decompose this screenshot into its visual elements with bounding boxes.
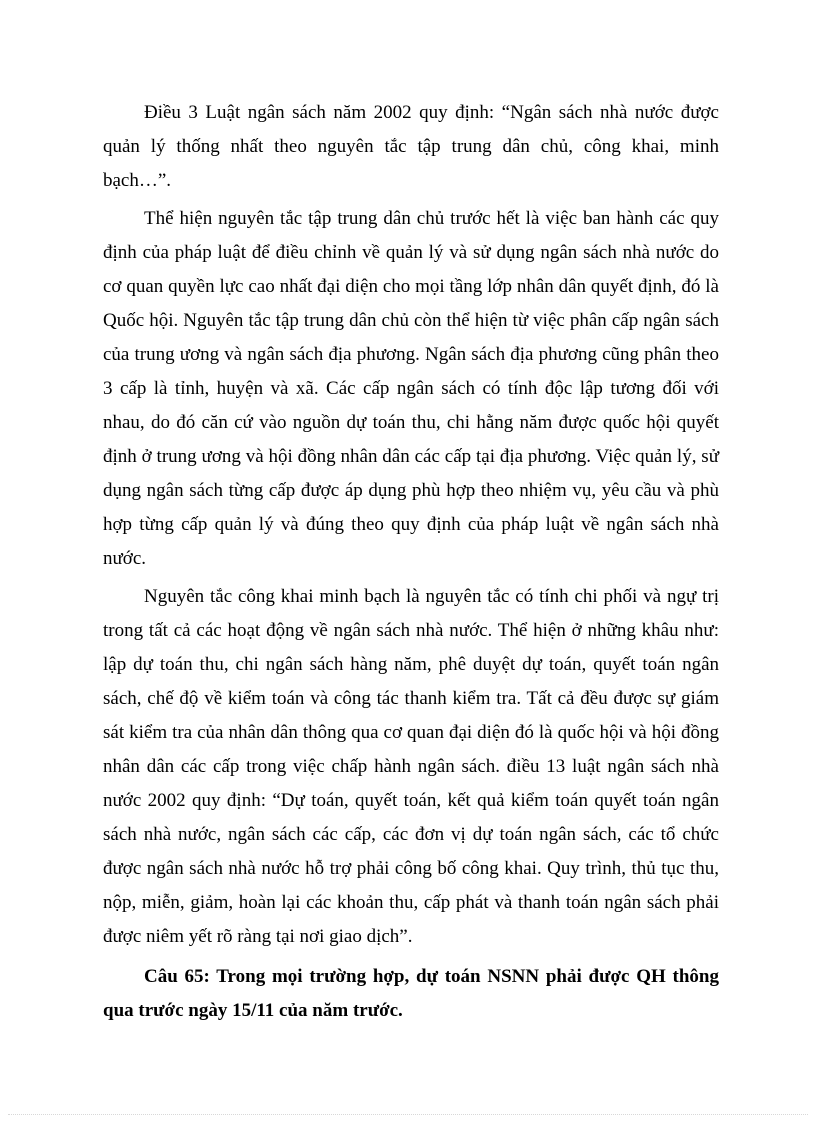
paragraph-article-3: Điều 3 Luật ngân sách năm 2002 quy định: “Ngân sách nhà nước được quản lý thống nhất theo nguyên tắc tập trung dân chủ, công khai, minh bạch…”. (103, 102, 719, 191)
paragraph-transparency: Nguyên tắc công khai minh bạch là nguyên tắc có tính chi phối và ngự trị trong tất cả các hoạt động về ngân sách nhà nước. Thể hiện ở những khâu như: lập dự toán thu, chi ngân sách hàng năm, phê duyệt dự toán, quyết toán ngân sách, chế độ về kiểm toán và công tác thanh kiểm tra. Tất cả đều được sự giám sát kiểm tra của nhân dân thông qua cơ quan đại diện đó là quốc hội và hội đồng nhân dân các cấp trong việc chấp hành ngân sách. điều 13 luật ngân sách nhà nước 2002 quy định: “Dự toán, quyết toán, kết quả kiểm toán quyết toán ngân sách nhà nước, ngân sách các cấp, các đơn vị dự toán ngân sách, các tổ chức được ngân sách nhà nước hỗ trợ phải công bố công khai. Quy trình, thủ tục thu, nộp, miễn, giảm, hoàn lại các khoản thu, cấp phát và thanh toán ngân sách phải được niêm yết rõ ràng tại nơi giao dịch”. (103, 586, 719, 947)
question-heading: Câu 65: Trong mọi trường hợp, dự toán NSNN phải được QH thông qua trước ngày 15/11 của năm trước. (103, 966, 719, 1021)
paragraph-democratic-centralism: Thể hiện nguyên tắc tập trung dân chủ trước hết là việc ban hành các quy định của pháp luật để điều chỉnh về quản lý và sử dụng ngân sách nhà nước do cơ quan quyền lực cao nhất đại diện cho mọi tầng lớp nhân dân quyết định, đó là Quốc hội. Nguyên tắc tập trung dân chủ còn thể hiện từ việc phân cấp ngân sách của trung ương và ngân sách địa phương. Ngân sách địa phương cũng phân theo 3 cấp là tỉnh, huyện và xã. Các cấp ngân sách có tính độc lập tương đối với nhau, do đó căn cứ vào nguồn dự toán thu, chi hằng năm được quốc hội quyết định ở trung ương và hội đồng nhân dân các cấp tại địa phương. Việc quản lý, sử dụng ngân sách từng cấp được áp dụng phù hợp theo nhiệm vụ, yêu cầu và phù hợp từng cấp quản lý và đúng theo quy định của pháp luật về ngân sách nhà nước. (103, 208, 719, 569)
document-body (103, 96, 719, 1028)
page-bottom-divider (8, 1114, 808, 1115)
